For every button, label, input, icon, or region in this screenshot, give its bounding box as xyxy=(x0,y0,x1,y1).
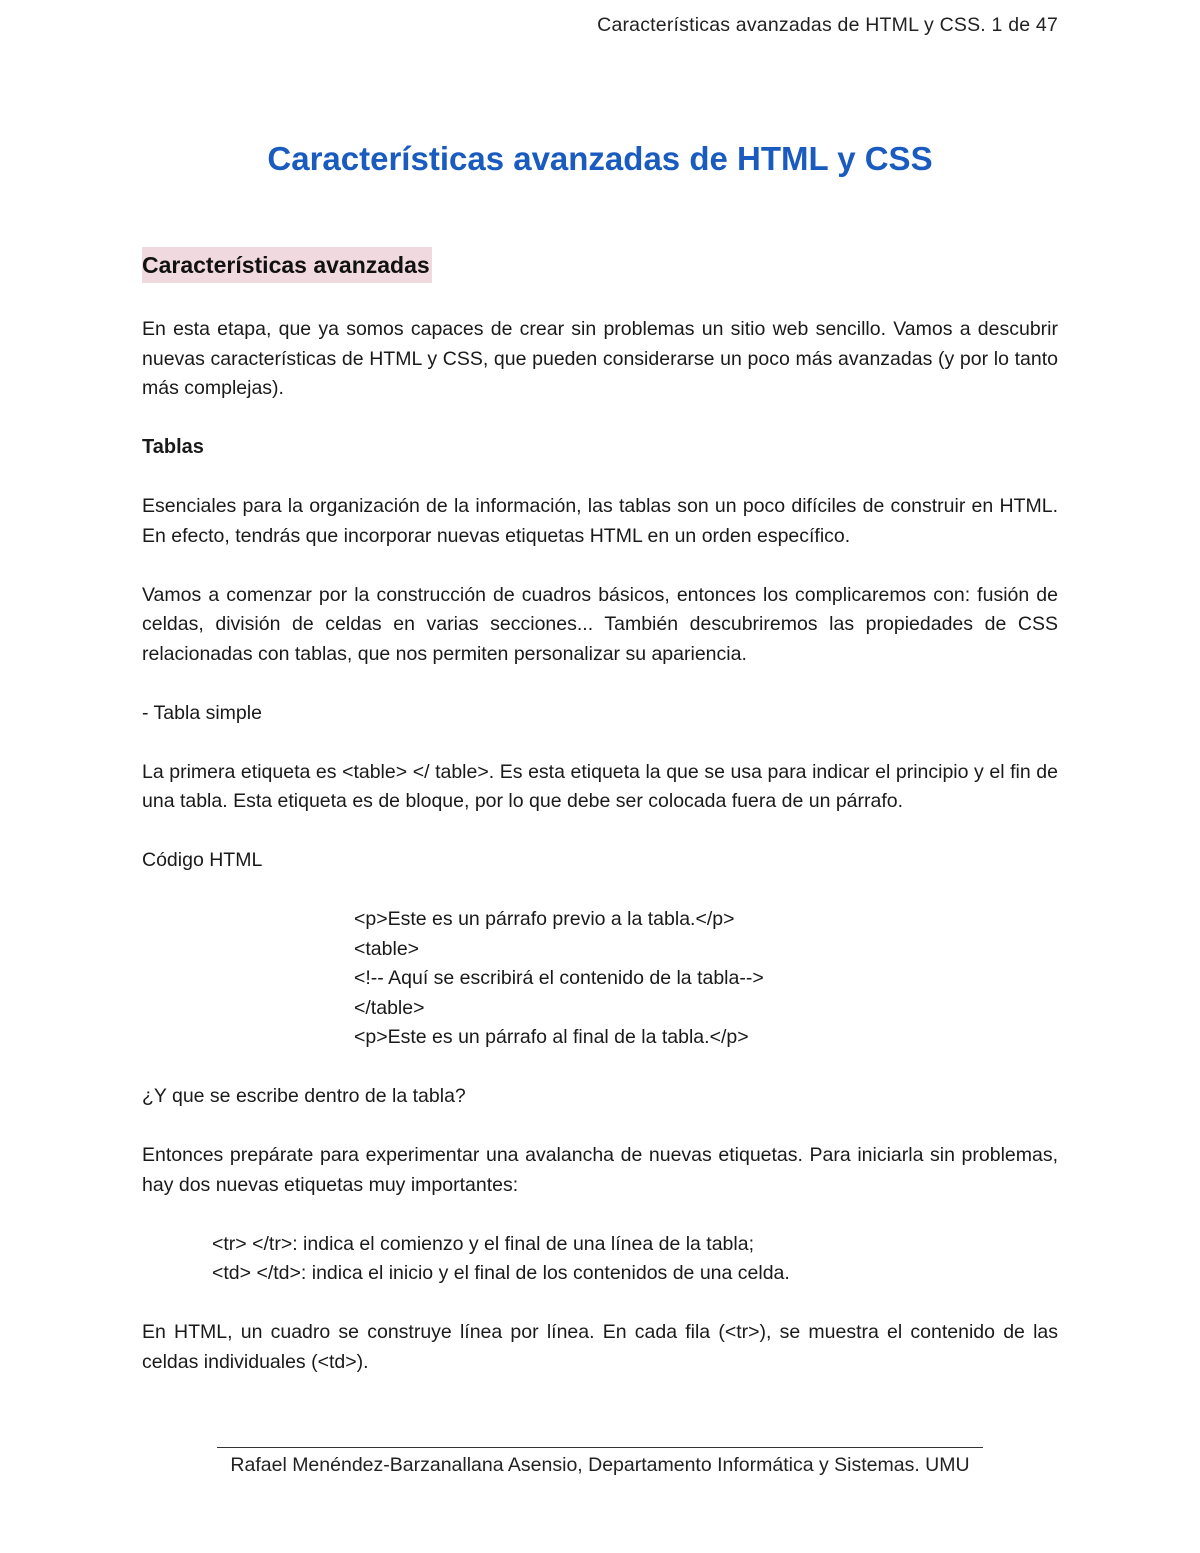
entonces-paragraph: Entonces prepárate para experimentar una avalancha de nuevas etiquetas. Para iniciarla sin problemas, hay dos nuevas etiquetas muy importantes: xyxy=(142,1144,1058,1196)
code-line: <table> xyxy=(354,937,420,960)
footer-divider xyxy=(0,1432,1200,1454)
question-line: ¿Y que se escribe dentro de la tabla? xyxy=(142,1085,466,1107)
tag-list-item: <tr> </tr>: indica el comienzo y el final de una línea de la tabla; xyxy=(212,1232,755,1255)
codigo-html-label: Código HTML xyxy=(142,849,263,871)
subheading-tablas: Tablas xyxy=(142,436,204,458)
tag-list xyxy=(212,1230,1058,1289)
code-block xyxy=(354,905,1058,1053)
code-line: <p>Este es un párrafo previo a la tabla.</p> xyxy=(354,908,735,930)
running-header: Características avanzadas de HTML y CSS. 1 de 47 xyxy=(597,14,1058,36)
tablas-paragraph-1: Esenciales para la organización de la información, las tablas son un poco difíciles de construir en HTML. En efecto, tendrás que incorporar nuevas etiquetas HTML en un orden específico. xyxy=(142,495,1058,547)
tablas-paragraph-2: Vamos a comenzar por la construcción de cuadros básicos, entonces los complicaremos con: fusión de celdas, división de celdas en varias secciones... También descubriremos las propiedades de CSS relacionadas con tablas, que nos permiten personalizar su apariencia. xyxy=(142,583,1058,665)
intro-paragraph: En esta etapa, que ya somos capaces de crear sin problemas un sitio web sencillo. Vamos a descubrir nuevas características de HTML y CSS, que pueden considerarse un poco más avanzadas (y por lo tanto más complejas). xyxy=(142,318,1058,399)
document-title: Características avanzadas de HTML y CSS xyxy=(267,140,933,177)
tabla-simple-label: - Tabla simple xyxy=(142,701,262,724)
tag-list-item: <td> </td>: indica el inicio y el final de los contenidos de una celda. xyxy=(212,1262,790,1284)
section-heading: Características avanzadas xyxy=(142,247,432,283)
code-line: <!-- Aquí se escribirá el contenido de la tabla--> xyxy=(354,967,764,989)
code-line: <p>Este es un párrafo al final de la tabla.</p> xyxy=(354,1026,749,1048)
document-body xyxy=(142,247,1058,1377)
code-line: </table> xyxy=(354,996,425,1019)
section-heading-wrapper xyxy=(142,247,1058,283)
table-tag-paragraph: La primera etiqueta es <table> </ table>. Es esta etiqueta la que se usa para indicar el principio y el fin de una tabla. Esta etiqueta es de bloque, por lo que debe ser colocada fuera de un párrafo. xyxy=(142,760,1058,812)
footer-author-line: Rafael Menéndez-Barzanallana Asensio, Departamento Informática y Sistemas. UMU xyxy=(230,1454,970,1476)
closing-paragraph: En HTML, un cuadro se construye línea por línea. En cada fila (<tr>), se muestra el contenido de las celdas individuales (<td>). xyxy=(142,1321,1058,1373)
